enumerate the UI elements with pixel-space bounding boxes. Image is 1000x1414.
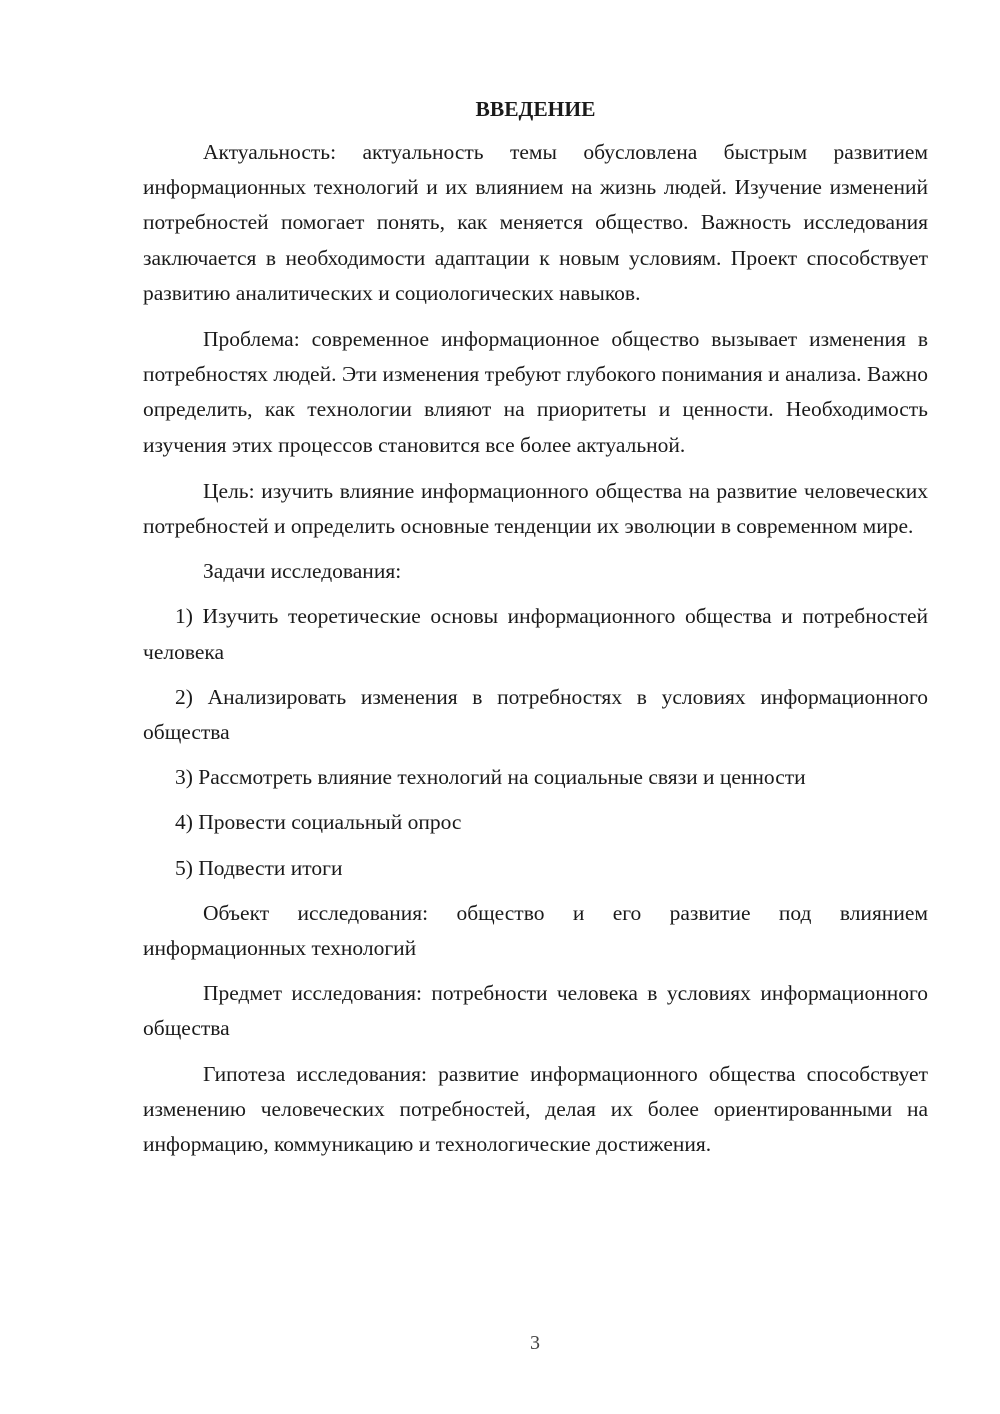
document-page: [143, 92, 928, 1162]
page-title: ВВЕДЕНИЕ: [475, 97, 596, 121]
paragraph-relevance: Актуальность: актуальность темы обусловлена быстрым развитием информационных технологий и их влиянием на жизнь людей. Изучение изменений потребностей помогает понять, как меняется общество. Важность исследования заключается в необходимости адаптации к новым условиям. Проект способствует развитию аналитических и социологических навыков.: [143, 140, 928, 305]
task-item-2: 2) Анализировать изменения в потребностях в условиях информационного общества: [143, 684, 928, 745]
task-item-4: 4) Провести социальный опрос: [175, 810, 462, 835]
task-item-1: 1) Изучить теоретические основы информационного общества и потребностей человека: [143, 604, 928, 664]
tasks-heading: Задачи исследования:: [203, 559, 402, 584]
paragraph-subject: Предмет исследования: потребности человека в условиях информационного общества: [143, 981, 928, 1041]
paragraph-goal: Цель: изучить влияние информационного общества на развитие человеческих потребностей и определить основные тенденции их эволюции в современном мире.: [143, 478, 928, 539]
paragraph-problem: Проблема: современное информационное общество вызывает изменения в потребностях людей. Эти изменения требуют глубокого понимания и анализа. Важно определить, как технологии влияют на приоритеты и ценности. Необходимость изучения этих процессов становится все более актуальной.: [143, 327, 928, 457]
paragraph-object: Объект исследования: общество и его развитие под влиянием информационных технологий: [143, 900, 928, 961]
paragraph-hypothesis: Гипотеза исследования: развитие информационного общества способствует изменению человеческих потребностей, делая их более ориентированными на информацию, коммуникацию и технологические достижения.: [143, 1061, 928, 1157]
task-item-5: 5) Подвести итоги: [175, 855, 343, 880]
page-number: 3: [530, 1332, 540, 1354]
task-item-3: 3) Рассмотреть влияние технологий на социальные связи и ценности: [175, 765, 806, 790]
